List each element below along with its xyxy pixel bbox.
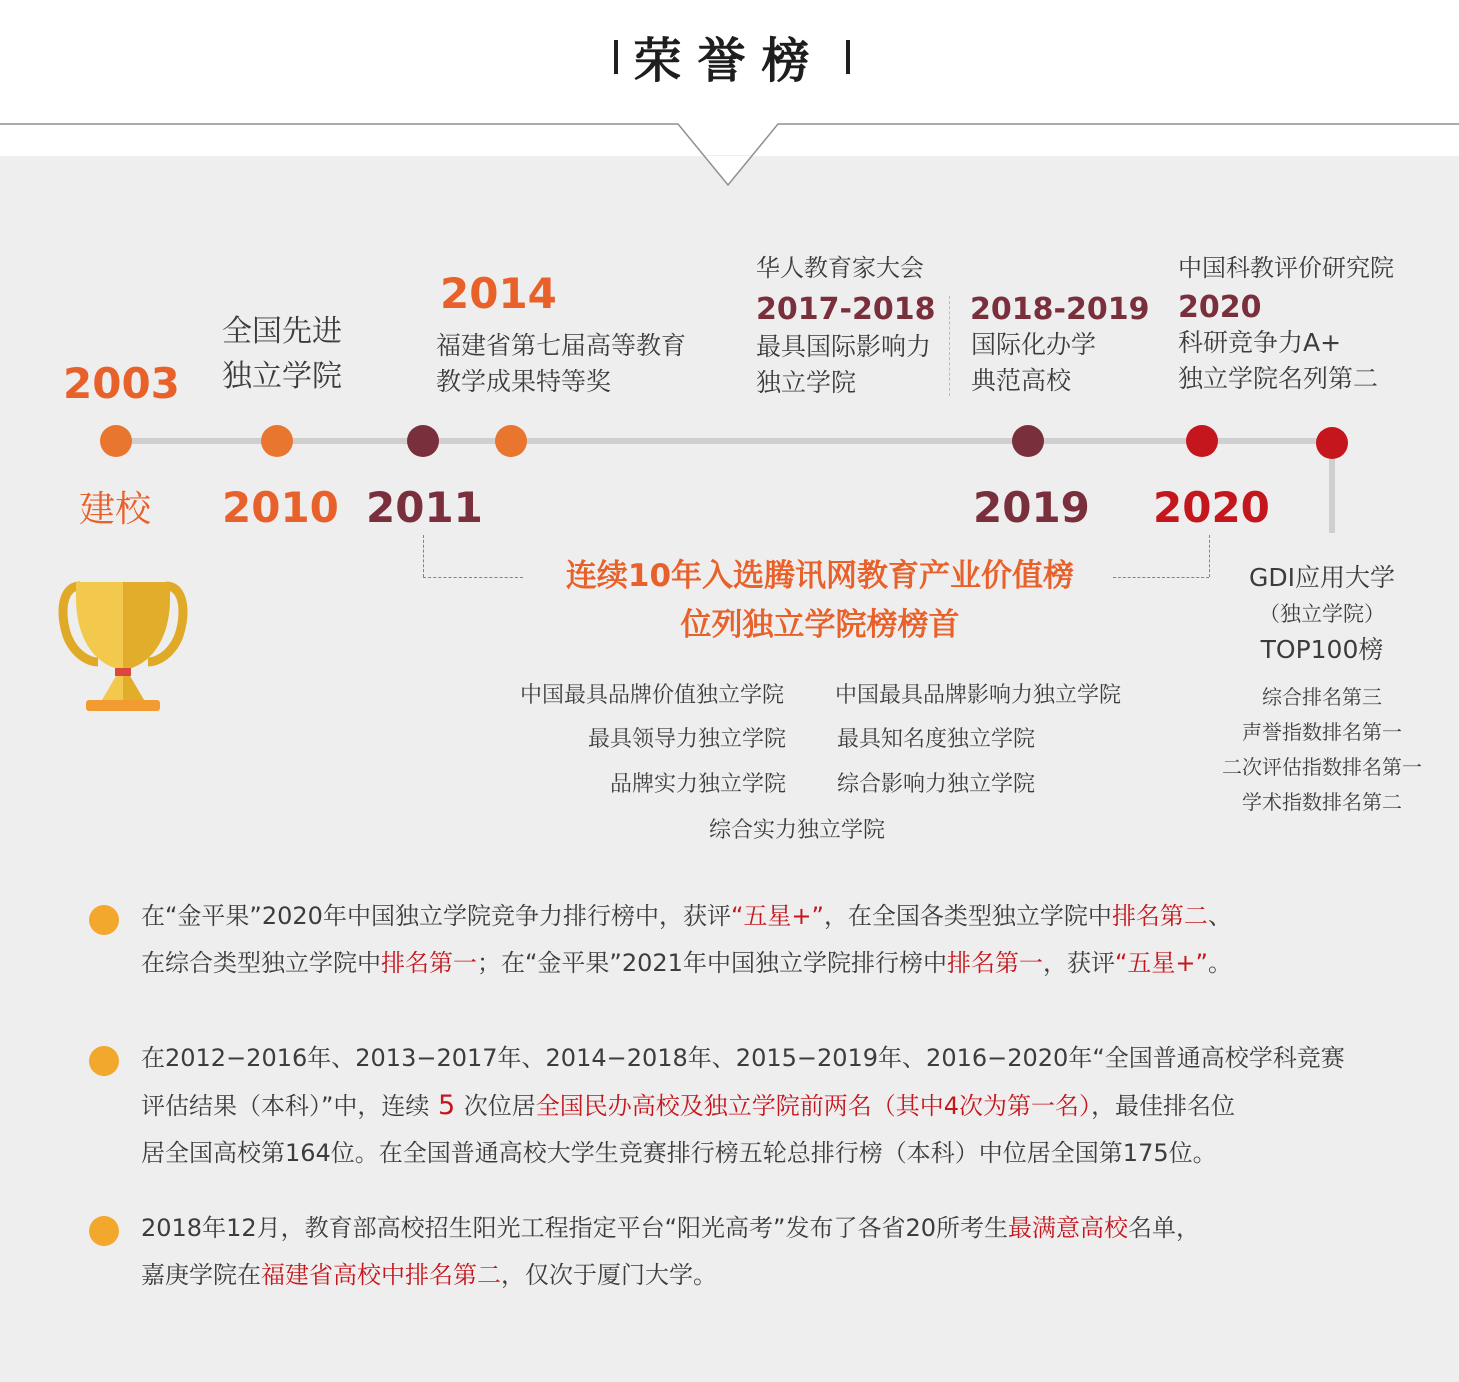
year-2020: 2020 [1153,483,1270,532]
award-2017-line2: 独立学院 [756,368,857,397]
tencent-award: 综合影响力独立学院 [837,772,1036,797]
award-2020-line1: 科研竞争力A+ [1178,328,1342,357]
award-2017-org: 华人教育家大会 [756,254,924,282]
note-highlight: “五星+” [730,902,824,930]
tencent-award: 中国最具品牌影响力独立学院 [835,683,1122,708]
note-text: 在“金平果”2020年中国独立学院竞争力排行榜中，获评 [141,902,731,930]
year-2003: 2003 [63,359,180,408]
note-text: 在综合类型独立学院中 [141,949,381,977]
note-highlight: 排名第一 [381,949,477,977]
note-text: 。 [1207,949,1232,977]
note-highlight: 最满意高校 [1008,1214,1129,1242]
tencent-award: 最具知名度独立学院 [837,727,1036,752]
gdi-line1: GDI应用大学 [1249,563,1395,592]
header-divider-notch [0,118,1459,190]
timeline-dot-2014 [495,425,527,457]
caption-founded: 建校 [79,489,152,530]
gdi-item: 学术指数排名第二 [1242,790,1402,814]
tencent-award: 中国最具品牌价值独立学院 [519,683,784,708]
tencent-award: 品牌实力独立学院 [609,772,786,797]
award-2018-line2: 典范高校 [971,366,1072,395]
gdi-item: 综合排名第三 [1262,685,1382,709]
bracket-right-vertical [1209,535,1210,577]
note-text: ，仅次于厦门大学。 [501,1261,717,1289]
note-text: 、 [1207,902,1232,930]
note-highlight: 5 [429,1090,464,1121]
note-text: 在2012−2016年、2013−2017年、2014−2018年、2015−2019年、2016−2020年“全国普通高校学科竞赛 [141,1044,1345,1072]
bullet-dot [89,905,119,935]
timeline-dot-2019 [1012,425,1044,457]
year-2018-2019: 2018-2019 [970,292,1150,327]
award-2017-line1: 最具国际影响力 [756,332,932,361]
note-jinpingguo [141,893,1441,987]
award-2010-line1: 全国先进 [222,314,342,349]
note-highlight: 排名第二 [1111,902,1208,930]
tencent-headline-1: 连续10年入选腾讯网教育产业价值榜 [565,558,1075,594]
bracket-right-horizontal [1113,577,1209,578]
bracket-left-vertical [423,535,424,577]
divider-2017-2018 [949,296,950,396]
note-sunshine [141,1205,1441,1299]
timeline-dot-2020 [1186,425,1218,457]
note-text: ，在全国各类型独立学院中 [823,902,1112,930]
award-2020-org: 中国科教评价研究院 [1178,254,1394,282]
timeline-dot-2010 [261,425,293,457]
note-highlight: “五星+” [1114,949,1208,977]
timeline-line [116,438,1332,444]
bracket-left-horizontal [423,577,523,578]
note-text: 居全国高校第164位。在全国普通高校大学生竞赛排行榜五轮总排行榜（本科）中位居全国第175位。 [141,1139,1217,1167]
timeline-dot-2011 [407,425,439,457]
award-2014-line2: 教学成果特等奖 [436,367,612,396]
bullet-dot [89,1216,119,1246]
note-highlight: 排名第一 [946,949,1043,977]
note-text: 2018年12月，教育部高校招生阳光工程指定平台“阳光高考”发布了各省20所考生 [141,1214,1009,1242]
year-2011: 2011 [366,483,483,532]
note-highlight: 全国民办高校及独立学院前两名（其中4次为第一名） [535,1092,1092,1120]
gdi-item: 声誉指数排名第一 [1242,720,1402,744]
note-text: ；在“金平果”2021年中国独立学院排行榜中 [477,949,947,977]
bullet-dot [89,1046,119,1076]
tencent-award: 最具领导力独立学院 [587,727,786,752]
title-right-bar [846,40,850,74]
note-text: 名单， [1128,1214,1201,1242]
note-text: ，获评 [1042,949,1115,977]
note-highlight: 福建省高校中排名第二 [261,1261,501,1289]
note-competition [141,1035,1441,1177]
award-2018-line1: 国际化办学 [971,330,1097,359]
gdi-item: 二次评估指数排名第一 [1222,755,1422,779]
note-text: 次位居 [463,1092,536,1120]
note-text: ，最佳排名位 [1091,1092,1236,1120]
gdi-line2: （独立学院） [1259,602,1385,626]
timeline-dot-2003 [100,425,132,457]
timeline-dot-gdi [1316,427,1348,459]
tencent-award: 综合实力独立学院 [709,818,886,843]
year-2010: 2010 [222,483,339,532]
year-2017-2018: 2017-2018 [756,292,936,327]
tencent-headline-2: 位列独立学院榜榜首 [680,607,960,643]
note-text: 评估结果（本科）”中，连续 [141,1092,430,1120]
year-2020-top: 2020 [1178,290,1262,325]
trophy-icon [58,578,188,718]
award-2010-line2: 独立学院 [222,359,342,394]
year-2014: 2014 [440,269,557,318]
award-2020-line2: 独立学院名列第二 [1178,364,1379,393]
page-title: 荣誉榜 [633,33,826,89]
award-2014-line1: 福建省第七届高等教育 [436,331,687,360]
year-2019: 2019 [973,483,1090,532]
gdi-line3: TOP100榜 [1260,635,1384,664]
note-text: 嘉庚学院在 [141,1261,261,1289]
